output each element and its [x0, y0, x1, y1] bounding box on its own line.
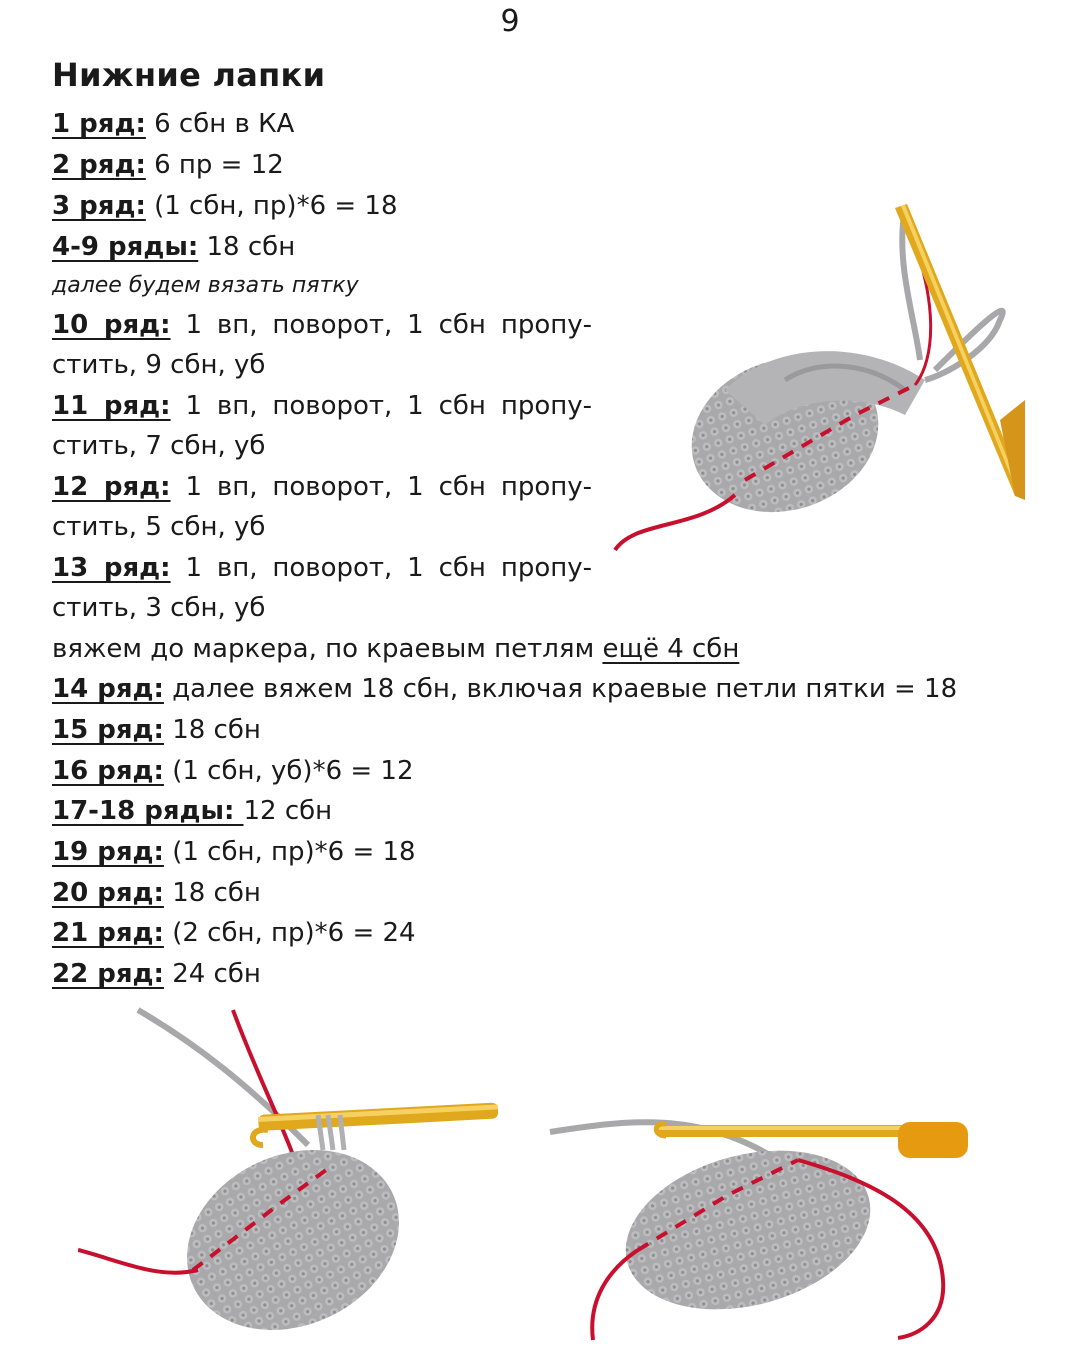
- section-title: Нижние лапки: [52, 56, 326, 94]
- row-crochet-photo-2: [548, 1020, 968, 1345]
- heel-note: далее будем вязать пятку: [52, 273, 359, 298]
- row-label: 10 ряд:: [52, 310, 171, 340]
- row-3: [52, 188, 398, 224]
- row-10-line2: стить, 9 сбн, уб: [52, 350, 266, 380]
- row-text: 18 сбн: [163, 878, 261, 908]
- row-label: 15 ряд:: [52, 715, 164, 745]
- row-crochet-photo-1: [78, 1005, 498, 1345]
- row-label: 16 ряд:: [52, 756, 164, 786]
- row-1: [52, 106, 294, 142]
- row-label: 21 ряд:: [52, 918, 164, 948]
- row-label: 1 ряд:: [52, 109, 146, 139]
- row-text: далее вяжем 18 сбн, включая краевые петли пятки = 18: [163, 674, 958, 704]
- row-text: 18 сбн: [163, 715, 261, 745]
- row-text: 24 сбн: [163, 959, 261, 989]
- row-text: 12 сбн: [243, 796, 333, 826]
- row-15: [52, 712, 261, 748]
- row-21: [52, 915, 416, 951]
- row-16: [52, 753, 414, 789]
- row-12-line2: стить, 5 сбн, уб: [52, 512, 266, 542]
- row-text: (1 сбн, пр)*6 = 18: [145, 191, 398, 221]
- row-label: 17-18 ряды:: [52, 796, 244, 826]
- heel-crochet-photo: [605, 200, 1025, 560]
- marker-line: [52, 631, 739, 667]
- row-text: 6 сбн в КА: [145, 109, 295, 139]
- row-text: 1 вп, поворот, 1 сбн пропу-: [170, 553, 592, 583]
- row-13-line1: [52, 550, 592, 586]
- row-label: 3 ряд:: [52, 191, 146, 221]
- row-label: 12 ряд:: [52, 472, 171, 502]
- row-label: 11 ряд:: [52, 391, 171, 421]
- row-19: [52, 834, 416, 870]
- row-label: 2 ряд:: [52, 150, 146, 180]
- row-20: [52, 875, 261, 911]
- page-number: 9: [500, 4, 520, 39]
- row-17-18: [52, 793, 332, 829]
- row-10-line1: [52, 307, 592, 343]
- row-label: 19 ряд:: [52, 837, 164, 867]
- row-12-line1: [52, 469, 592, 505]
- marker-text: вяжем до маркера, по краевым петлям: [52, 634, 603, 664]
- row-14: [52, 671, 957, 707]
- row-label: 4-9 ряды:: [52, 232, 199, 262]
- row-label: 22 ряд:: [52, 959, 164, 989]
- row-text: 1 вп, поворот, 1 сбн пропу-: [170, 472, 592, 502]
- row-text: 1 вп, поворот, 1 сбн пропу-: [170, 310, 592, 340]
- row-text: (2 сбн, пр)*6 = 24: [163, 918, 416, 948]
- row-text: 6 пр = 12: [145, 150, 284, 180]
- row-text: 1 вп, поворот, 1 сбн пропу-: [170, 391, 592, 421]
- row-label: 13 ряд:: [52, 553, 171, 583]
- row-4-9: [52, 229, 295, 265]
- row-22: [52, 956, 261, 992]
- row-label: 20 ряд:: [52, 878, 164, 908]
- row-label: 14 ряд:: [52, 674, 164, 704]
- row-13-line2: стить, 3 сбн, уб: [52, 593, 266, 623]
- marker-underlined: ещё 4 сбн: [602, 634, 740, 664]
- row-11-line1: [52, 388, 592, 424]
- row-text: (1 сбн, уб)*6 = 12: [163, 756, 414, 786]
- row-text: 18 сбн: [198, 232, 296, 262]
- row-text: (1 сбн, пр)*6 = 18: [163, 837, 416, 867]
- row-2: [52, 147, 284, 183]
- row-11-line2: стить, 7 сбн, уб: [52, 431, 266, 461]
